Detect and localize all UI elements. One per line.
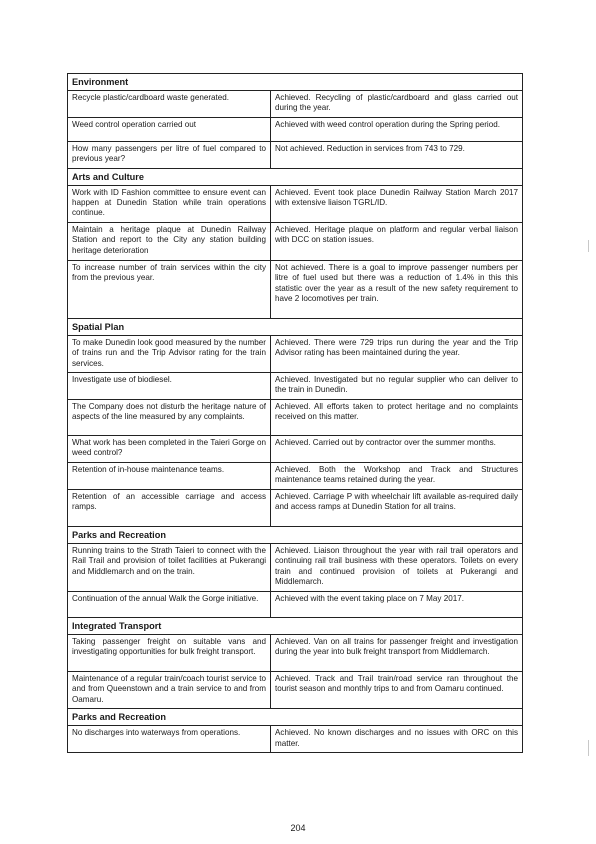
result-cell: Achieved. There were 729 trips run during the year and the Trip Advisor rating has been maintained during the year. (271, 335, 523, 372)
table-row (68, 591, 523, 617)
section-header-environment (68, 74, 523, 91)
measure-cell: Investigate use of biodiesel. (68, 373, 271, 400)
section-title: Integrated Transport (68, 617, 523, 634)
section-title: Parks and Recreation (68, 526, 523, 543)
result-cell: Achieved. All efforts taken to protect heritage and no complaints received on this matter. (271, 400, 523, 436)
section-header-spatial-plan (68, 318, 523, 335)
table-row (68, 260, 523, 318)
table-row (68, 436, 523, 463)
table-row (68, 91, 523, 118)
result-cell: Achieved. Recycling of plastic/cardboard and glass carried out during the year. (271, 91, 523, 118)
measure-cell: Continuation of the annual Walk the Gorge initiative. (68, 591, 271, 617)
section-header-integrated-transport (68, 617, 523, 634)
table-row (68, 400, 523, 436)
table-row (68, 489, 523, 526)
result-cell: Achieved. Van on all trains for passenger freight and investigation during the year into bulk freight transport from Middlemarch. (271, 634, 523, 671)
measure-cell: Weed control operation carried out (68, 117, 271, 141)
measure-cell: No discharges into waterways from operations. (68, 726, 271, 753)
scan-edge-mark (588, 240, 589, 252)
measure-cell: How many passengers per litre of fuel compared to previous year? (68, 141, 271, 168)
measure-cell: Maintain a heritage plaque at Dunedin Railway Station and report to the City any station building heritage deterioration (68, 222, 271, 260)
table-row (68, 373, 523, 400)
result-cell: Achieved with weed control operation during the Spring period. (271, 117, 523, 141)
performance-table (67, 73, 523, 753)
table-row (68, 726, 523, 753)
result-cell: Achieved. No known discharges and no issues with ORC on this matter. (271, 726, 523, 753)
result-cell: Achieved. Both the Workshop and Track and Structures maintenance teams retained during the year. (271, 463, 523, 490)
result-cell: Achieved. Carriage P with wheelchair lift available as-required daily and access ramps at Dunedin Station for all trains. (271, 489, 523, 526)
result-cell: Not achieved. There is a goal to improve passenger numbers per litre of fuel used but there was a reduction of 1.4% in this this statistic over the year as a result of the new safety requirement to have 2 locomotives per train. (271, 260, 523, 318)
section-title: Arts and Culture (68, 168, 523, 185)
table-row (68, 335, 523, 372)
measure-cell: Running trains to the Strath Taieri to connect with the Rail Trail and provision of toilet facilities at Pukerangi and Middlemarch and on the train. (68, 543, 271, 591)
result-cell: Achieved. Investigated but no regular supplier who can deliver to the train in Dunedin. (271, 373, 523, 400)
table-row (68, 671, 523, 708)
page-number: 204 (290, 823, 306, 833)
result-cell: Achieved. Track and Trail train/road service ran throughout the tourist season and monthly trips to and from Oamaru continued. (271, 671, 523, 708)
result-cell: Achieved with the event taking place on 7 May 2017. (271, 591, 523, 617)
measure-cell: Retention of an accessible carriage and access ramps. (68, 489, 271, 526)
measure-cell: Maintenance of a regular train/coach tourist service to and from Queenstown and a train service to and from Oamaru. (68, 671, 271, 708)
result-cell: Not achieved. Reduction in services from 743 to 729. (271, 141, 523, 168)
result-cell: Achieved. Heritage plaque on platform and regular verbal liaison with DCC on station issues. (271, 222, 523, 260)
table-row (68, 463, 523, 490)
section-header-parks-and-recreation (68, 526, 523, 543)
result-cell: Achieved. Event took place Dunedin Railway Station March 2017 with extensive liaison TGRL/ID. (271, 185, 523, 222)
measure-cell: Taking passenger freight on suitable vans and investigating opportunities for bulk freight transport. (68, 634, 271, 671)
table-row (68, 117, 523, 141)
table-row (68, 543, 523, 591)
measure-cell: To make Dunedin look good measured by the number of trains run and the Trip Advisor rating for the train services. (68, 335, 271, 372)
section-title: Spatial Plan (68, 318, 523, 335)
measure-cell: Work with ID Fashion committee to ensure event can happen at Dunedin Station while train operations continue. (68, 185, 271, 222)
table-row (68, 141, 523, 168)
measure-cell: Recycle plastic/cardboard waste generated. (68, 91, 271, 118)
section-title: Parks and Recreation (68, 709, 523, 726)
measure-cell: To increase number of train services within the city from the previous year. (68, 260, 271, 318)
scan-edge-mark (588, 740, 589, 756)
table-row (68, 634, 523, 671)
result-cell: Achieved. Liaison throughout the year with rail trail operators and continuing rail trail business with these operators. Toilets on every train and continued provision of toilets at Pukerangi and Middlemarch. (271, 543, 523, 591)
section-header-parks-and-recreation (68, 709, 523, 726)
measure-cell: What work has been completed in the Taieri Gorge on weed control? (68, 436, 271, 463)
measure-cell: The Company does not disturb the heritage nature of aspects of the line measured by any complaints. (68, 400, 271, 436)
table-row (68, 185, 523, 222)
measure-cell: Retention of in-house maintenance teams. (68, 463, 271, 490)
section-title: Environment (68, 74, 523, 91)
section-header-arts-and-culture (68, 168, 523, 185)
result-cell: Achieved. Carried out by contractor over the summer months. (271, 436, 523, 463)
table-row (68, 222, 523, 260)
